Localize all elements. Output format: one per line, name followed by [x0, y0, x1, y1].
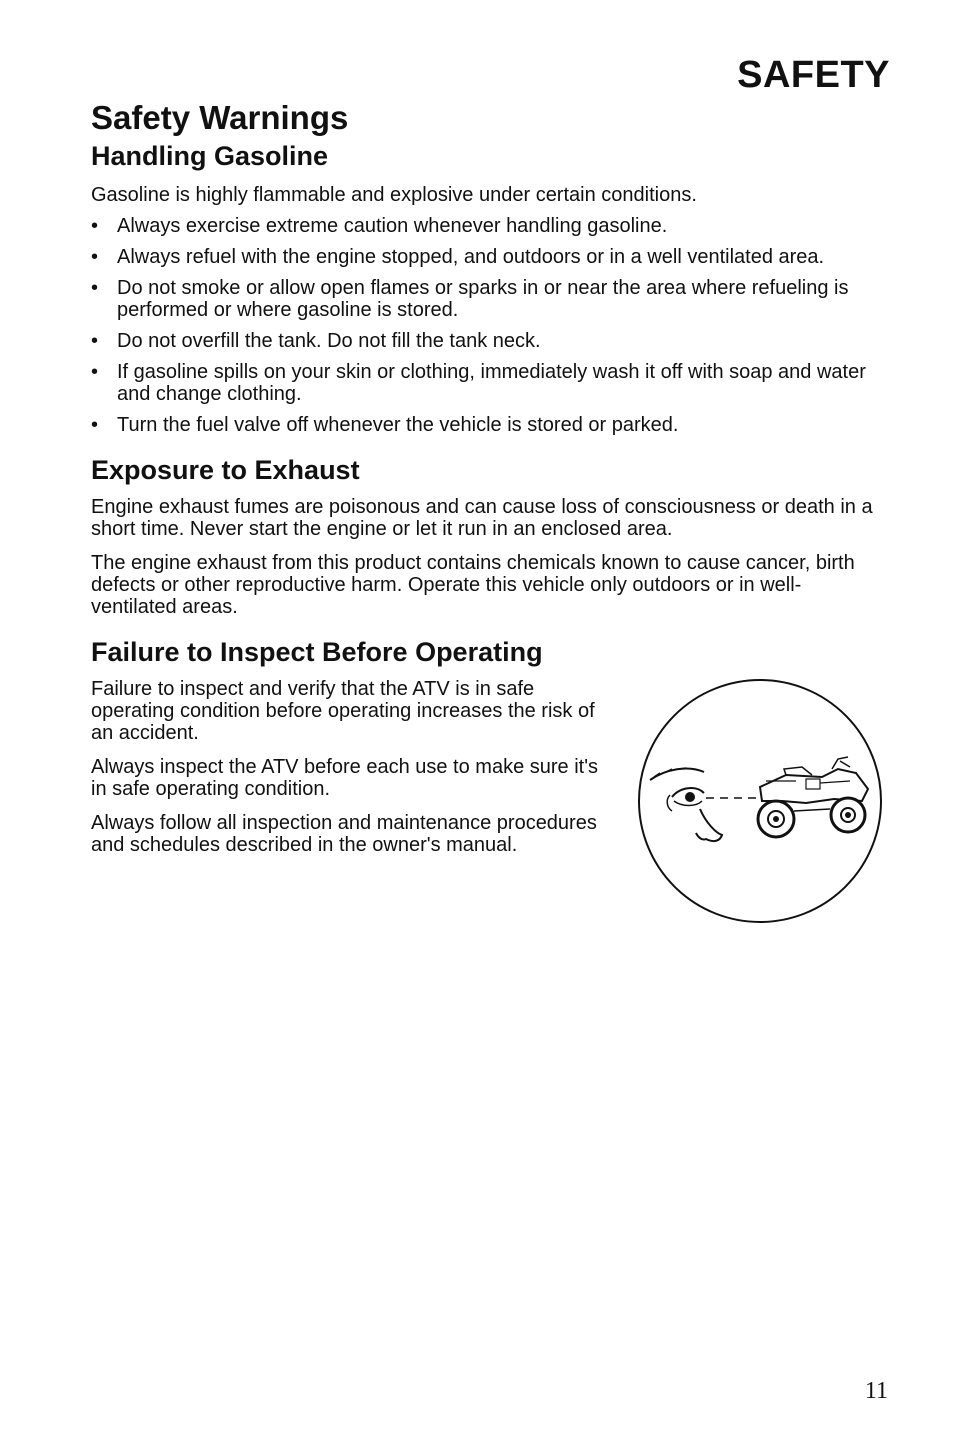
bullet-icon: •	[91, 414, 99, 436]
page-title: Safety Warnings	[91, 99, 349, 136]
list-item	[91, 414, 881, 436]
paragraph: Failure to inspect and verify that the ATV is in safe operating condition before operating increases the risk of an accident.	[91, 678, 595, 744]
list-item-text: Turn the fuel valve off whenever the vehicle is stored or parked.	[117, 414, 679, 436]
paragraph: The engine exhaust from this product contains chemicals known to cause cancer, birth defects or other reproductive harm. Operate this vehicle only outdoors or in well-ventilated areas.	[91, 552, 855, 618]
bullet-icon: •	[91, 215, 99, 237]
bullet-icon: •	[91, 246, 99, 268]
list-item-text: Always exercise extreme caution whenever handling gasoline.	[117, 215, 668, 237]
paragraph: Always follow all inspection and maintenance procedures and schedules described in the owner's manual.	[91, 812, 597, 856]
chapter-title: SAFETY	[737, 54, 890, 96]
list-item	[91, 277, 881, 321]
list-item	[91, 215, 881, 237]
section-intro: Gasoline is highly flammable and explosive under certain conditions.	[91, 184, 697, 206]
page-number: 11	[864, 1378, 888, 1404]
list-item	[91, 246, 881, 268]
paragraph: Always inspect the ATV before each use to make sure it's in safe operating condition.	[91, 756, 599, 800]
paragraph: Engine exhaust fumes are poisonous and can cause loss of consciousness or death in a short time. Never start the engine or let it run in an enclosed area.	[91, 496, 873, 540]
inspect-text-column	[91, 678, 611, 856]
eye-inspecting-atv-icon	[636, 677, 884, 925]
list-item-text: Always refuel with the engine stopped, and outdoors or in a well ventilated area.	[117, 246, 825, 268]
list-item-text: Do not smoke or allow open flames or sparks in or near the area where refueling is performed or where gasoline is stored.	[117, 277, 849, 321]
list-item	[91, 361, 881, 405]
gasoline-bullet-list	[91, 215, 881, 436]
list-item-text: If gasoline spills on your skin or clothing, immediately wash it off with soap and water and change clothing.	[117, 361, 866, 405]
section-title-failure-to-inspect: Failure to Inspect Before Operating	[91, 637, 543, 667]
list-item-text: Do not overfill the tank. Do not fill the tank neck.	[117, 330, 541, 352]
list-item	[91, 330, 881, 352]
bullet-icon: •	[91, 361, 99, 383]
section-title-exposure-to-exhaust: Exposure to Exhaust	[91, 455, 360, 485]
bullet-icon: •	[91, 277, 99, 299]
bullet-icon: •	[91, 330, 99, 352]
section-title-handling-gasoline: Handling Gasoline	[91, 141, 329, 171]
